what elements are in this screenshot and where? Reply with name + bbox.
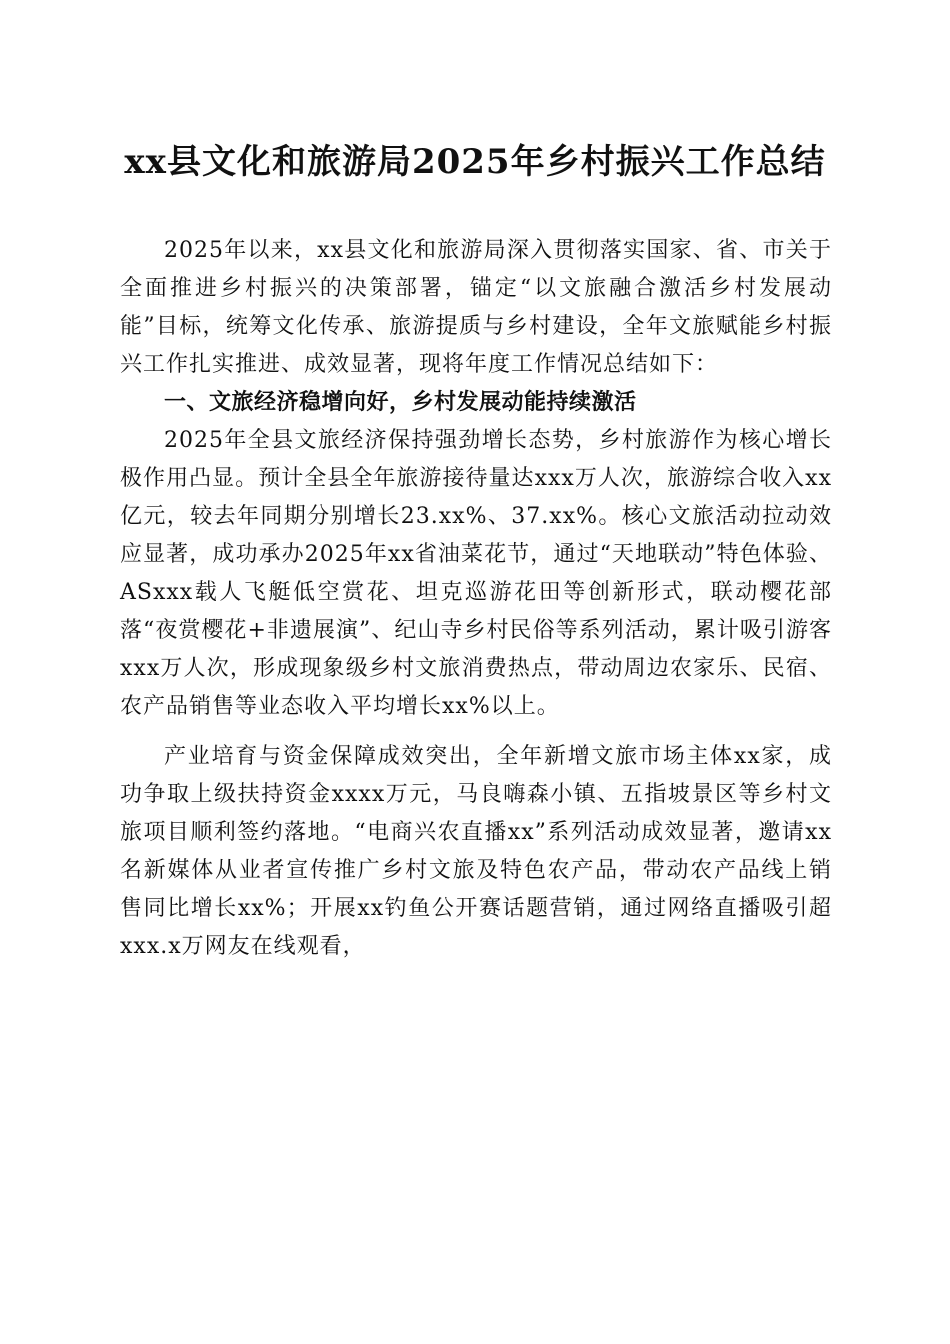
document-title: xx县文化和旅游局2025年乡村振兴工作总结 <box>124 142 826 182</box>
intro-paragraph: 2025年以来，xx县文化和旅游局深入贯彻落实国家、省、市关于全面推进乡村振兴的决策部署，锚定“以文旅融合激活乡村发展动能”目标，统筹文化传承、旅游提质与乡村建设，全年文旅赋能乡村振兴工作扎实推进、成效显著，现将年度工作情况总结如下： <box>120 238 832 377</box>
section-heading: 一、文旅经济稳增向好，乡村发展动能持续激活 <box>164 390 637 415</box>
body-paragraph: 2025年全县文旅经济保持强劲增长态势，乡村旅游作为核心增长极作用凸显。预计全县全年旅游接待量达xxx万人次，旅游综合收入xx亿元，较去年同期分别增长23.xx%、37.xx%。核心文旅活动拉动效应显著，成功承办2025年xx省油菜花节，通过“天地联动”特色体验、ASxxx载人飞艇低空赏花、坦克巡游花田等创新形式，联动樱花部落“夜赏樱花+非遗展演”、纪山寺乡村民俗等系列活动，累计吸引游客xxx万人次，形成现象级乡村文旅消费热点，带动周边农家乐、民宿、农产品销售等业态收入平均增长xx%以上。 <box>120 428 832 719</box>
document-body <box>120 232 832 966</box>
body-paragraph: 产业培育与资金保障成效突出，全年新增文旅市场主体xx家，成功争取上级扶持资金xxxx万元，马良嗨森小镇、五指坡景区等乡村文旅项目顺利签约落地。“电商兴农直播xx”系列活动成效显著，邀请xx名新媒体从业者宣传推广乡村文旅及特色农产品，带动农产品线上销售同比增长xx%；开展xx钓鱼公开赛话题营销，通过网络直播吸引超xxx.x万网友在线观看， <box>120 744 832 959</box>
